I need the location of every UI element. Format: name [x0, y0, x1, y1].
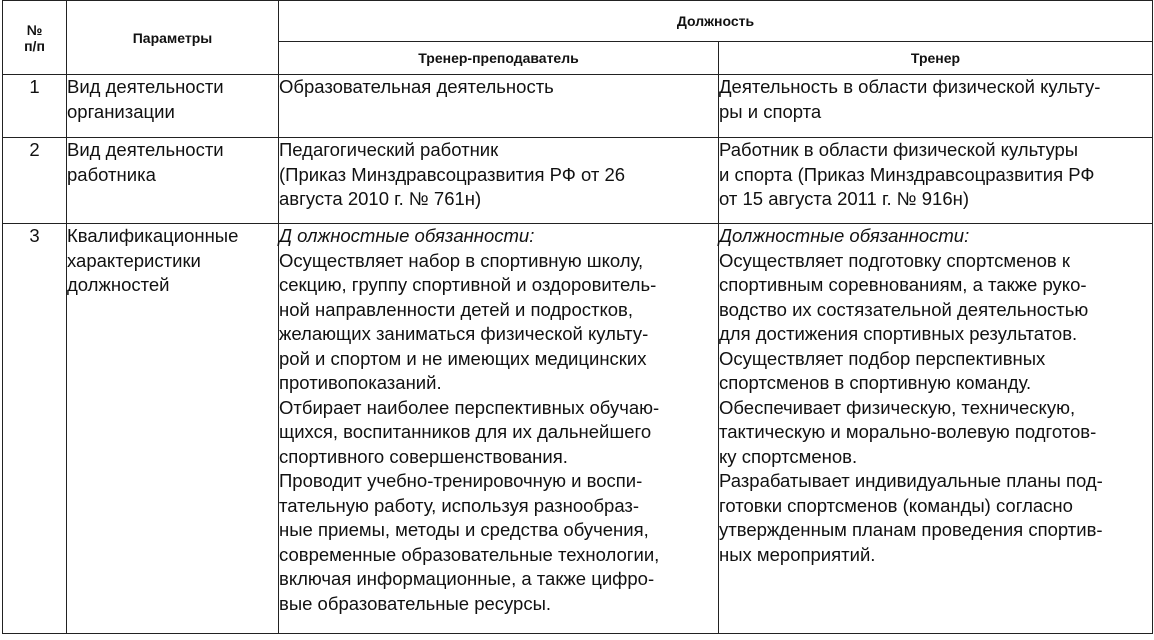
header-num-abbr: п/п [24, 37, 45, 54]
table-row [3, 138, 1153, 224]
trainer-line: и спорта (Приказ Минздравсоцразвития РФ [719, 163, 1095, 185]
param-line: работника [67, 163, 156, 185]
trainer-line: готовки спортсменов (команды) согласно [719, 494, 1073, 516]
teacher-line: Отбирает наиболее перспективных обучаю- [279, 396, 660, 418]
teacher-cell [279, 224, 719, 634]
teacher-cell [279, 138, 719, 224]
teacher-line: рой и спортом и не имеющих медицинских [279, 347, 647, 369]
trainer-line: водство их состязательной деятельностью [719, 298, 1089, 320]
positions-table [2, 0, 1153, 634]
param-line: Вид деятельности [67, 76, 224, 97]
trainer-line: Осуществляет подготовку спортсменов к [719, 249, 1070, 271]
trainer-line: ку спортсменов. [719, 445, 858, 467]
trainer-line: Работник в области физической культуры [719, 139, 1079, 160]
header-num-symbol: № [26, 21, 43, 38]
trainer-line: спортивным соревнованиям, а также руко- [719, 274, 1087, 295]
trainer-line: спортсменов в спортивную команду. [719, 372, 1032, 393]
trainer-cell [719, 138, 1153, 224]
row-number: 1 [3, 75, 67, 138]
trainer-line: Разрабатывает индивидуальные планы под- [719, 470, 1103, 491]
teacher-line: включая информационные, а также цифро- [279, 568, 655, 589]
param-cell [67, 224, 279, 634]
header-row-1 [3, 1, 1153, 42]
teacher-line: августа 2010 г. № 761н) [279, 188, 482, 209]
teacher-line: Проводит учебно-тренировочную и воспи- [279, 470, 643, 491]
teacher-line: щихся, воспитанников для их дальнейшего [279, 421, 652, 442]
param-cell [67, 138, 279, 224]
trainer-duties-heading: Должностные обязанности: [719, 225, 970, 246]
teacher-line: Образовательная деятельность [279, 76, 554, 97]
teacher-line: современные образовательные технологии, [279, 543, 660, 565]
header-params: Параметры [67, 1, 279, 75]
teacher-line: (Приказ Минздравсоцразвития РФ от 26 [279, 163, 626, 185]
trainer-line: Осуществляет подбор перспективных [719, 347, 1046, 369]
param-line: должностей [67, 274, 170, 295]
row-number: 2 [3, 138, 67, 224]
teacher-line: ные приемы, методы и средства обучения, [279, 519, 649, 540]
header-num [3, 1, 67, 75]
trainer-line: Деятельность в области физической культу- [719, 76, 1101, 97]
trainer-line: для достижения спортивных результатов. [719, 323, 1078, 344]
trainer-line: Обеспечивает физическую, техническую, [719, 396, 1076, 418]
teacher-line: секцию, группу спортивной и оздоровитель- [279, 274, 657, 295]
teacher-cell [279, 75, 719, 138]
param-cell [67, 75, 279, 138]
param-line: организации [67, 100, 175, 122]
trainer-line: ных мероприятий. [719, 543, 876, 565]
trainer-line: ры и спорта [719, 100, 822, 122]
param-line: Вид деятельности [67, 139, 224, 160]
teacher-line: Осуществляет набор в спортивную школу, [279, 249, 644, 271]
teacher-line: вые образовательные ресурсы. [279, 592, 552, 614]
header-trainer-teacher: Тренер-преподаватель [279, 42, 719, 75]
teacher-line: противопоказаний. [279, 372, 442, 393]
teacher-line: спортивного совершенствования. [279, 445, 568, 467]
teacher-line: желающих заниматься физической культу- [279, 323, 649, 344]
param-line: Квалификационные [67, 225, 239, 246]
header-position: Должность [279, 1, 1153, 42]
trainer-line: от 15 августа 2011 г. № 916н) [719, 188, 969, 209]
trainer-cell [719, 224, 1153, 634]
teacher-line: тательную работу, используя разнообраз- [279, 494, 640, 516]
param-line: характеристики [67, 249, 201, 271]
table-row [3, 224, 1153, 634]
header-trainer: Тренер [719, 42, 1153, 75]
trainer-line: утвержденным планам проведения спортив- [719, 519, 1103, 540]
table-row [3, 75, 1153, 138]
teacher-duties-heading: Д олжностные обязанности: [279, 225, 535, 246]
trainer-line: тактическую и морально-волевую подготов- [719, 421, 1097, 442]
trainer-cell [719, 75, 1153, 138]
teacher-line: ной направленности детей и подростков, [279, 298, 634, 320]
teacher-line: Педагогический работник [279, 139, 499, 160]
row-number: 3 [3, 224, 67, 634]
